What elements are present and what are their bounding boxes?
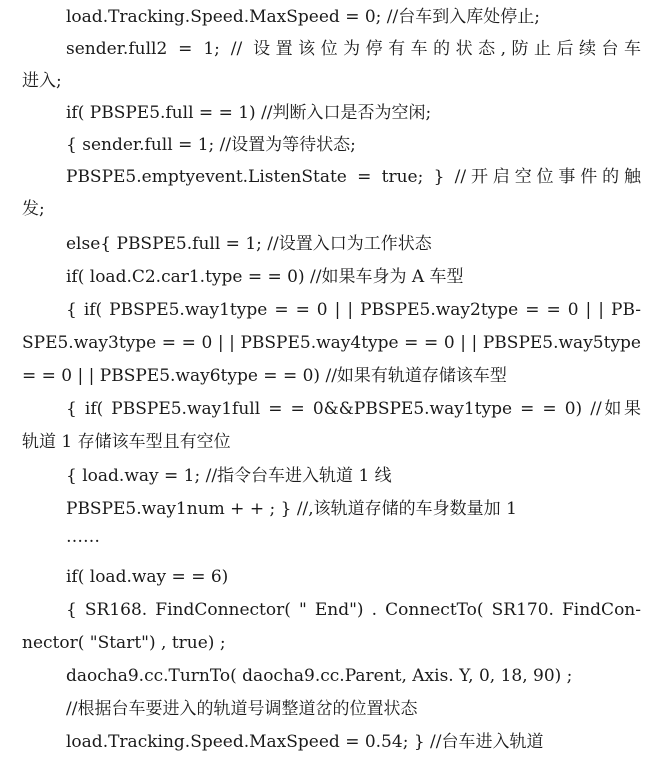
code-line-7: 发; xyxy=(22,199,45,219)
code-line-4: if( PBSPE5.full = = 1) //判断入口是否为空闲; xyxy=(66,103,432,123)
code-line-13: { if( PBSPE5.way1full = = 0&&PBSPE5.way1type = = 0) //如果 xyxy=(66,399,641,419)
code-line-21: daocha9.cc.TurnTo( daocha9.cc.Parent, Axis. Y, 0, 18, 90) ; xyxy=(66,666,573,686)
code-line-9: if( load.C2.car1.type = = 0) //如果车身为 A 车型 xyxy=(66,267,464,287)
code-line-3: 进入; xyxy=(22,71,62,91)
code-line-14: 轨道 1 存储该车型且有空位 xyxy=(22,432,231,452)
code-line-5: { sender.full = 1; //设置为等待状态; xyxy=(66,135,356,155)
code-line-22: //根据台车要进入的轨道号调整道岔的位置状态 xyxy=(66,699,418,719)
code-line-8: else{ PBSPE5.full = 1; //设置入口为工作状态 xyxy=(66,234,432,254)
code-line-12: = = 0 | | PBSPE5.way6type = = 0) //如果有轨道存储该车型 xyxy=(22,366,507,386)
code-line-15: { load.way = 1; //指令台车进入轨道 1 线 xyxy=(66,466,392,486)
code-line-1: load.Tracking.Speed.MaxSpeed = 0; //台车到入库处停止; xyxy=(66,7,540,27)
code-line-11: SPE5.way3type = = 0 | | PBSPE5.way4type = = 0 | | PBSPE5.way5type xyxy=(22,333,641,353)
code-line-18: if( load.way = = 6) xyxy=(66,567,229,587)
code-line-19: { SR168. FindConnector( " End") . ConnectTo( SR170. FindCon- xyxy=(66,600,641,620)
code-line-23: load.Tracking.Speed.MaxSpeed = 0.54; } //台车进入轨道 xyxy=(66,732,544,752)
code-line-2: sender.full2 = 1; // 设置该位为停有车的状态,防止后续台车 xyxy=(66,39,641,59)
code-line-20: nector( "Start") , true) ; xyxy=(22,633,226,653)
code-line-6: PBSPE5.emptyevent.ListenState = true; } //开启空位事件的触 xyxy=(66,167,641,187)
code-line-10: { if( PBSPE5.way1type = = 0 | | PBSPE5.way2type = = 0 | | PB- xyxy=(66,300,641,320)
code-line-16: PBSPE5.way1num + + ; } //,该轨道存储的车身数量加 1 xyxy=(66,499,517,519)
code-line-17: …… xyxy=(66,527,100,547)
